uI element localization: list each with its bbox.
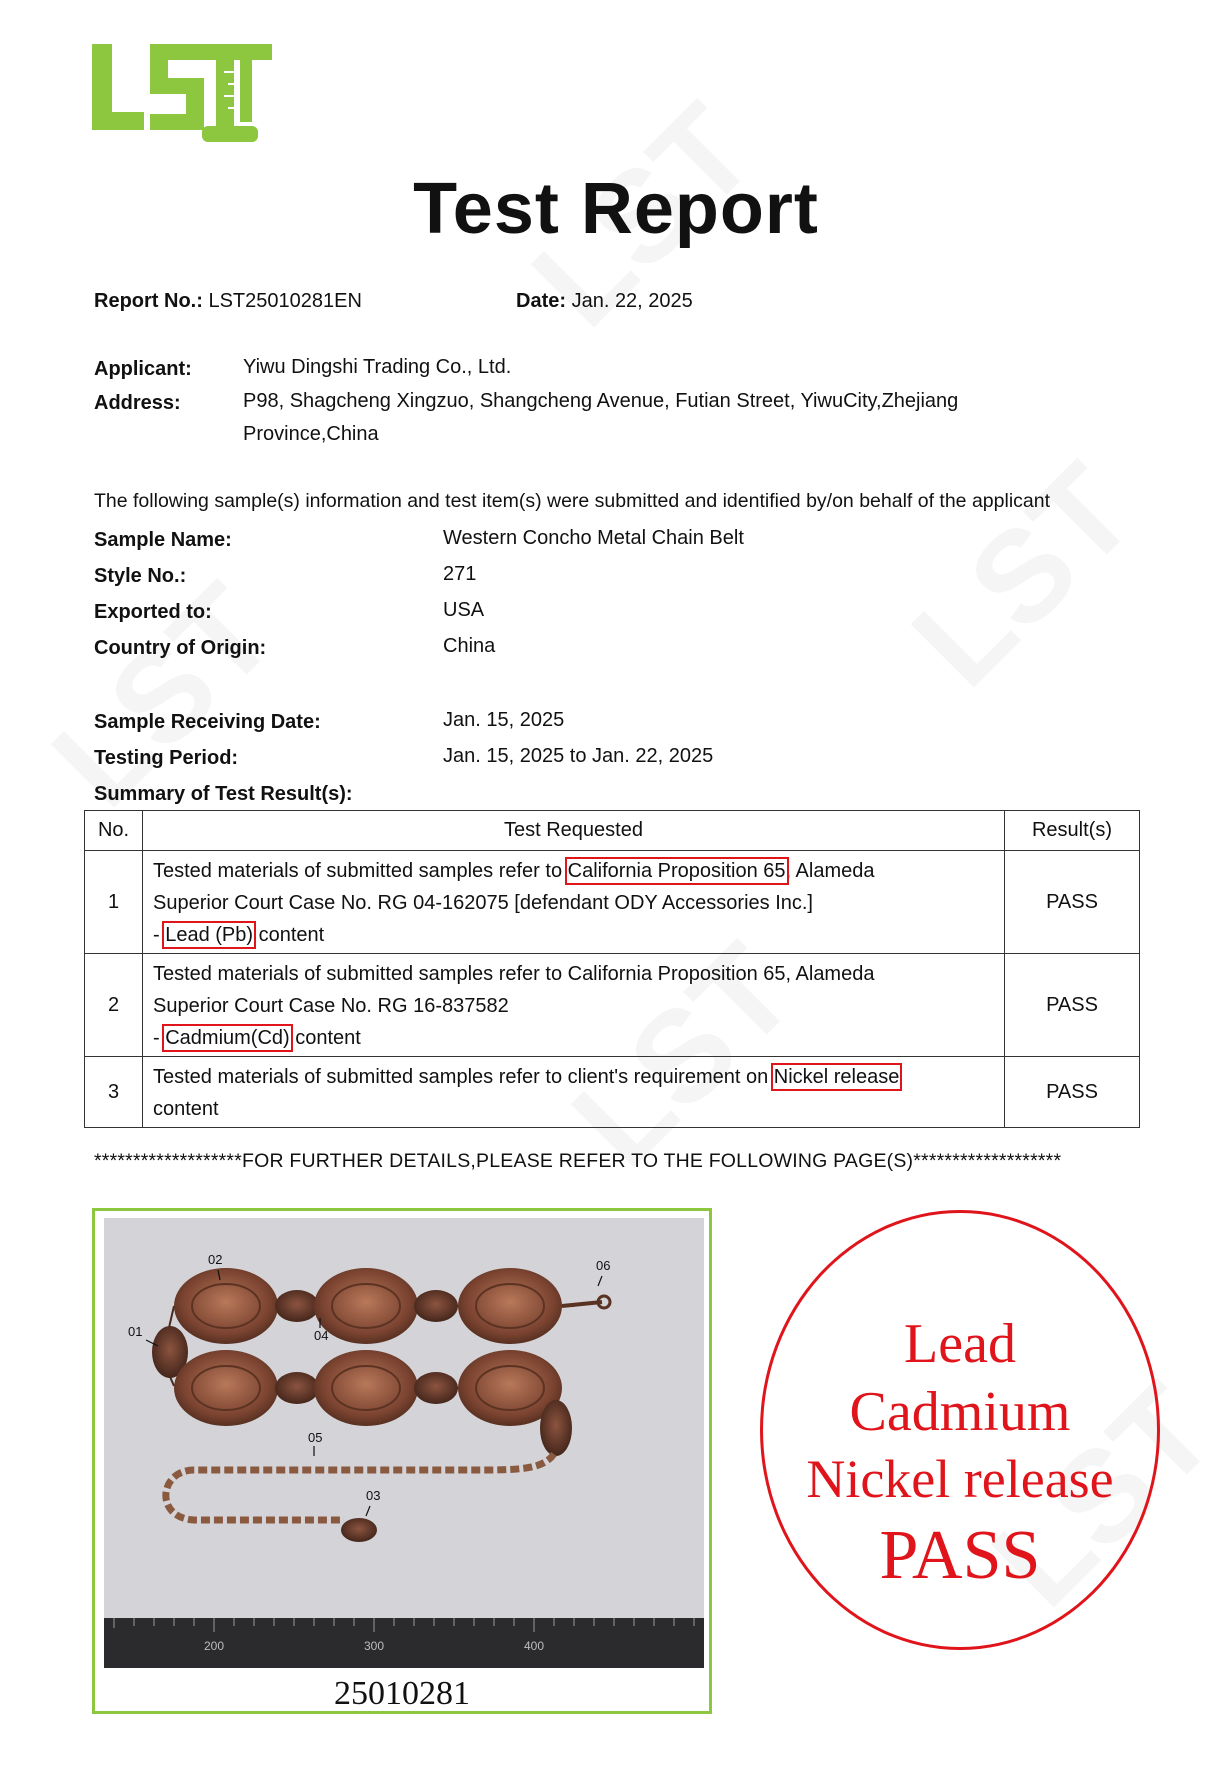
company-logo — [92, 42, 272, 150]
summary-table — [84, 810, 1140, 1128]
test-text: Superior Court Case No. RG 16-837582 — [153, 995, 509, 1017]
highlight-prop65: California Proposition 65 — [567, 860, 786, 882]
exported-to-label: Exported to: — [94, 601, 212, 623]
result-cell: PASS — [1005, 954, 1140, 1057]
stamp-line-lead: Lead — [904, 1313, 1016, 1375]
stamp-line-nickel: Nickel release — [806, 1449, 1114, 1509]
test-requested-cell — [143, 1057, 1005, 1128]
receiving-date-label: Sample Receiving Date: — [94, 711, 321, 733]
applicant-label: Applicant: — [94, 358, 192, 380]
date-label: Date: — [516, 290, 567, 312]
watermark — [883, 435, 1163, 715]
report-number-value: LST25010281EN — [208, 290, 362, 312]
report-number-label: Report No.: — [94, 290, 203, 312]
photo-label-05: 05 — [308, 1430, 323, 1445]
test-text: , Alameda — [785, 860, 875, 882]
stamp-line-cadmium: Cadmium — [849, 1381, 1071, 1443]
photo-label-04: 04 — [314, 1328, 329, 1343]
country-origin-value: China — [443, 635, 496, 657]
further-details-note: *******************FOR FURTHER DETAILS,PLEASE REFER TO THE FOLLOWING PAGE(S)******************* — [94, 1150, 1062, 1172]
test-text: content — [153, 1098, 219, 1120]
test-text: Tested materials of submitted samples refer to client's requirement on — [153, 1066, 774, 1088]
receiving-date-value: Jan. 15, 2025 — [443, 709, 565, 731]
country-origin-label: Country of Origin: — [94, 637, 267, 659]
test-text: Superior Court Case No. RG 04-162075 [defendant ODY Accessories Inc.] — [153, 892, 813, 914]
test-text: content — [289, 1027, 361, 1049]
highlight-cadmium: Cadmium(Cd) — [165, 1027, 290, 1049]
address-label: Address: — [94, 392, 181, 414]
test-text: - — [153, 924, 166, 946]
sample-name-label: Sample Name: — [94, 529, 232, 551]
table-row — [85, 1057, 1140, 1128]
testing-period-value: Jan. 15, 2025 to Jan. 22, 2025 — [443, 745, 714, 767]
test-requested-cell — [143, 954, 1005, 1057]
table-row — [85, 851, 1140, 954]
highlight-lead: Lead (Pb) — [165, 924, 254, 946]
address-line-2: Province,China — [243, 423, 379, 445]
row-number: 3 — [85, 1057, 143, 1128]
intro-text: The following sample(s) information and test item(s) were submitted and identified by/on behalf of the applicant — [94, 490, 1051, 512]
row-number: 1 — [85, 851, 143, 954]
sample-name-value: Western Concho Metal Chain Belt — [443, 527, 744, 549]
table-row — [85, 954, 1140, 1057]
result-cell: PASS — [1005, 1057, 1140, 1128]
photo-label-03: 03 — [366, 1488, 381, 1503]
report-date — [516, 290, 693, 313]
test-text: Tested materials of submitted samples refer to California Proposition 65, Alameda — [153, 963, 875, 985]
table-header-row — [85, 811, 1140, 851]
ruler-label: 200 — [204, 1639, 225, 1653]
ruler-label: 300 — [364, 1639, 385, 1653]
test-text: content — [253, 924, 325, 946]
sample-photo — [104, 1218, 704, 1668]
exported-to-value: USA — [443, 599, 485, 621]
style-no-label: Style No.: — [94, 565, 187, 587]
test-requested-cell — [143, 851, 1005, 954]
column-header-test: Test Requested — [143, 811, 1005, 851]
ruler-label: 400 — [524, 1639, 545, 1653]
row-number: 2 — [85, 954, 143, 1057]
highlight-nickel: Nickel release — [773, 1066, 900, 1088]
test-text: Tested materials of submitted samples refer to — [153, 860, 568, 882]
photo-label-06: 06 — [596, 1258, 611, 1273]
report-number — [94, 290, 362, 313]
photo-label-02: 02 — [208, 1252, 223, 1267]
photo-label-01: 01 — [128, 1324, 143, 1339]
testing-period-label: Testing Period: — [94, 747, 239, 769]
applicant-value: Yiwu Dingshi Trading Co., Ltd. — [243, 356, 512, 378]
address-line-1: P98, Shagcheng Xingzuo, Shangcheng Avenue, Futian Street, YiwuCity,Zhejiang — [243, 390, 959, 412]
test-text: - — [153, 1027, 166, 1049]
photo-caption: 25010281 — [334, 1675, 470, 1712]
date-value: Jan. 22, 2025 — [571, 290, 693, 312]
result-cell: PASS — [1005, 851, 1140, 954]
column-header-result: Result(s) — [1005, 811, 1140, 851]
document-title: Test Report — [413, 169, 819, 249]
stamp-line-pass: PASS — [879, 1517, 1041, 1594]
style-no-value: 271 — [443, 563, 477, 585]
column-header-no: No. — [85, 811, 143, 851]
summary-label: Summary of Test Result(s): — [94, 783, 353, 805]
